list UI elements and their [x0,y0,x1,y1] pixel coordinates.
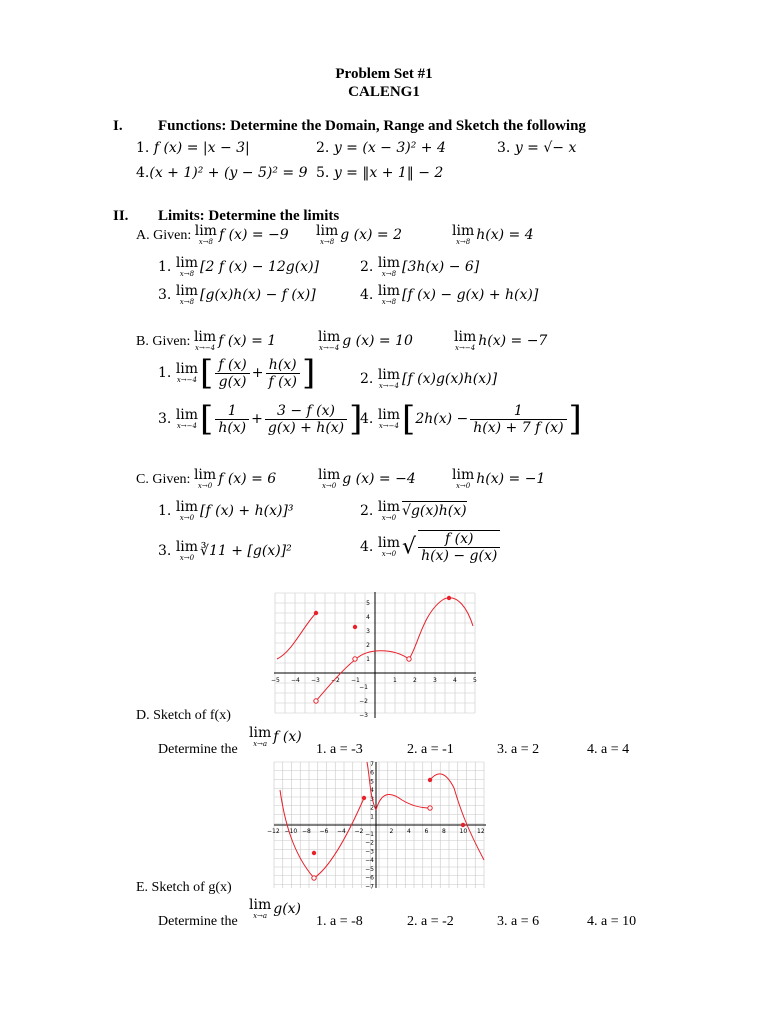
section-1-title: Functions: Determine the Domain, Range and Sketch the following [158,118,586,134]
part-c-givens: C. Given: lim x→0 f (x) = 6 [136,467,277,490]
part-a-item-3: 3. lim x→8 [g(x)h(x) − f (x)] [158,283,316,306]
part-d-choice-3: 3. a = 2 [497,742,540,757]
section-2-title: Limits: Determine the limits [158,208,340,224]
function-item-4: 4.(x + 1)² + (y − 5)² = 9 [136,165,308,181]
part-d-label: D. Sketch of f(x) [136,708,231,723]
graph-f-x-tick-label: −3 [311,677,320,684]
graph-f-curve-left [277,613,316,659]
graph-g-y-tick-label: −3 [365,848,374,856]
graph-g-open-point-6 [428,806,432,810]
part-e-label: E. Sketch of g(x) [136,880,232,895]
graph-f-x-tick-label: −1 [351,677,360,684]
graph-f-curve-right [409,598,473,659]
graph-f-x-tick-label: 2 [413,677,417,684]
part-d-choice-4: 4. a = 4 [587,742,630,757]
graph-f-point-4 [447,596,451,600]
graph-g-point-neg2 [362,796,366,800]
graph-f-x-tick-label: 1 [393,677,397,684]
graph-g-y-tick-label: 5 [370,778,374,786]
graph-f-x-tick-label: 5 [473,677,477,684]
graph-f-x-tick-label: 3 [433,677,437,684]
graph-f-y-tick-label: 3 [366,628,370,635]
graph-f-x-tick-label: −4 [291,677,300,684]
graph-f-y-tick-label: 2 [366,642,370,649]
graph-f-x-tick-label: −5 [271,677,280,684]
graph-g-x-tick-label: −8 [302,828,311,835]
part-b-label: B. Given: [136,334,191,349]
part-c-given-g: lim x→0 g (x) = −4 [318,467,416,490]
graph-g-open-point-neg8 [312,876,316,880]
part-c-item-1: 1. lim x→0 [f (x) + h(x)]³ [158,499,294,522]
graph-f-open-point-2 [407,657,411,661]
part-e-limit: lim x→a g(x) [249,897,302,920]
graph-g-x-tick-label: 12 [477,828,485,835]
graph-g-x-tick-label: −2 [354,828,364,835]
part-b-given-h: lim x→−4 h(x) = −7 [454,329,548,352]
graph-f-y-tick-label: −3 [359,712,368,719]
part-b-item-3: 3. lim x→−4 [ $\frac{1}{h(x)}$ + $\frac{3 - f (x)}{g(x) + h(x)}$ ] [158,399,363,439]
graph-g-x-tick-label: −12 [267,828,280,835]
graph-g-y-tick-label: −2 [365,839,374,847]
graph-g-x-tick-label: −6 [319,828,329,835]
part-a-givens: A. Given: lim x→8 f (x) = −9 [136,223,289,246]
graph-f-y-tick-label: 5 [366,600,370,607]
graph-g-y-tick-label: −1 [365,830,374,838]
page-title: Problem Set #1 [335,66,433,82]
graph-g-y-tick-label: 6 [370,769,374,777]
part-e-choice-3: 3. a = 6 [497,914,540,929]
graph-g [267,758,490,892]
graph-g-y-tick-label: 4 [370,787,374,794]
page-subtitle: CALENG1 [348,84,420,100]
graph-f-point-neg1 [353,625,357,629]
part-d-limit: lim x→a f (x) [249,725,302,748]
part-e-choice-2: 2. a = -2 [407,914,454,929]
part-b-item-1: 1. lim x→−4 [ $\frac{f (x)}{g(x)}$ + $\frac{h(x)}{f (x)}$ ] [158,353,316,393]
section-2-number: II. [113,208,129,224]
graph-g-x-tick-label: 2 [389,828,394,835]
graph-g-y-tick-label: 2 [370,804,374,812]
part-c-label: C. Given: [136,472,191,487]
part-a-item-4: 4. lim x→8 [f (x) − g(x) + h(x)] [360,283,539,306]
graph-g-x-tick-label: 10 [459,828,468,835]
graph-f-x-tick-label: −2 [331,677,340,684]
part-b-item-4: 4. lim x→−4 [2h(x) − $\frac{1}{h(x) + 7 f (x)}$ ] [360,399,582,439]
graph-f [268,588,482,722]
part-e-choice-1: 1. a = -8 [316,914,363,929]
part-e-determine: Determine the [158,914,238,929]
graph-f-open-point-neg3 [314,699,318,703]
graph-g-y-tick-label: −4 [365,857,374,864]
graph-f-ticks [271,600,477,719]
graph-g-y-tick-label: −7 [365,883,374,891]
graph-f-y-tick-label: −2 [359,698,368,705]
graph-f-y-tick-label: 4 [366,614,370,621]
part-d-choice-2: 2. a = -1 [407,742,454,757]
graph-g-point-6 [428,778,432,782]
part-a-given-g: lim x→8 g (x) = 2 [316,223,403,246]
part-a-item-2: 2. lim x→8 [3h(x) − 6] [360,255,480,278]
part-a-given-h: lim x→8 h(x) = 4 [452,223,534,246]
graph-g-x-tick-label: 4 [407,828,411,835]
part-c-item-3: 3. lim x→0 ∛11 + [g(x)]² [158,539,292,562]
function-item-1: 1. f (x) = |x − 3| [136,140,250,156]
graph-g-point-neg8 [312,851,316,855]
part-b-given-g: lim x→−4 g (x) = 10 [318,329,413,352]
function-item-3: 3. y = √− x [497,140,577,156]
graph-g-curve-right [430,774,484,860]
graph-g-x-tick-label: 8 [442,828,446,835]
part-c-given-h: lim x→0 h(x) = −1 [452,467,546,490]
graph-g-x-tick-label: 6 [424,828,429,835]
function-item-5: 5. y = ‖x + 1‖ − 2 [316,165,444,181]
graph-f-open-point-neg1 [353,657,357,661]
part-c-item-2: 2. lim x→0 √g(x)h(x) [360,499,467,522]
part-a-item-1: 1. lim x→8 [2 f (x) − 12g(x)] [158,255,320,278]
part-b-givens: B. Given: lim x→−4 f (x) = 1 [136,329,277,352]
graph-g-x-tick-label: −4 [337,828,346,835]
part-d-determine: Determine the [158,742,238,757]
graph-g-x-tick-label: −10 [284,828,298,835]
graph-f-y-tick-label: 1 [366,656,370,663]
graph-g-point-10 [461,823,465,827]
graph-g-y-tick-label: 3 [370,795,374,803]
part-e-choice-4: 4. a = 10 [587,914,637,929]
graph-g-y-tick-label: −5 [365,865,374,873]
graph-g-y-tick-label: −6 [365,874,374,882]
graph-g-y-tick-label: 7 [370,760,374,768]
graph-f-y-tick-label: −1 [359,684,368,691]
graph-f-x-tick-label: 4 [453,677,457,684]
part-a-label: A. Given: [136,228,192,243]
part-d-choice-1: 1. a = -3 [316,742,363,757]
part-b-item-2: 2. lim x→−4 [f (x)g(x)h(x)] [360,367,498,390]
graph-g-y-tick-label: 1 [370,813,374,821]
function-item-2: 2. y = (x − 3)² + 4 [316,140,446,156]
graph-f-point-neg3 [314,611,318,615]
section-1-number: I. [113,118,123,134]
part-c-item-4: 4. lim x→0 √ $\frac{f (x)}{h(x) - g(x)}$ [360,530,502,564]
